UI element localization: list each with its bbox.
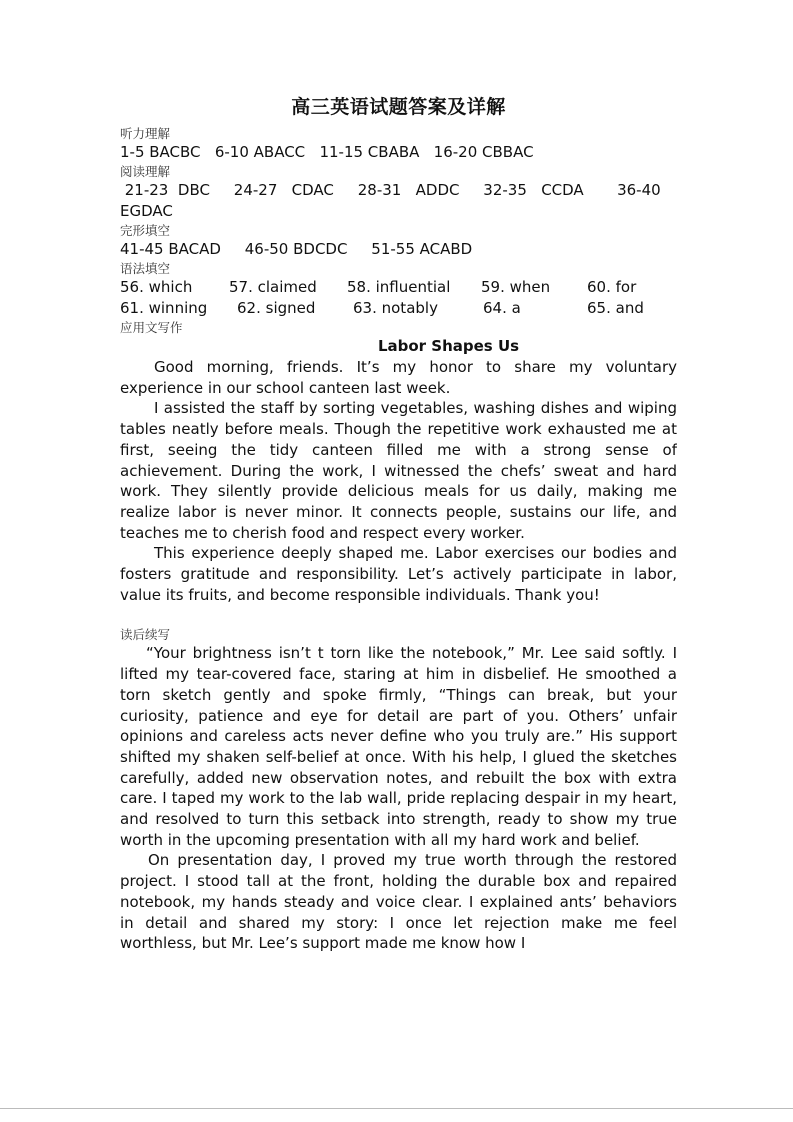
listening-answers: 1-5 BACBC 6-10 ABACC 11-15 CBABA 16-20 CBBAC (120, 143, 534, 161)
grammar-answer: 64. a (483, 299, 521, 317)
page-title: 高三英语试题答案及详解 (291, 96, 506, 118)
page-bottom-rule (0, 1108, 793, 1109)
grammar-answer: 61. winning (120, 299, 208, 317)
answer-document (120, 92, 677, 954)
grammar-answer: 56. which (120, 278, 193, 296)
grammar-answer: 62. signed (237, 299, 316, 317)
listening-label: 听力理解 (120, 126, 171, 141)
continuation-paragraph: On presentation day, I proved my true worth through the restored project. I stood tall at the front, holding the durable box and repaired notebook, my hands steady and voice clear. I explained ants’ behaviors in detail and shared my story: I once let rejection make me feel worthless, but Mr. Lee’s support made me know how I (120, 851, 677, 953)
reading-label: 阅读理解 (120, 164, 171, 179)
essay-paragraph: This experience deeply shaped me. Labor exercises our bodies and fosters gratitude and responsibility. Let’s actively participate in labor, value its fruits, and become responsible individuals. Thank you! (120, 544, 677, 604)
grammar-answer: 65. and (587, 299, 644, 317)
grammar-answer: 58. influential (347, 278, 451, 296)
reading-answers-line1: 21-23 DBC 24-27 CDAC 28-31 ADDC 32-35 CCDA 36-40 (120, 181, 661, 199)
continuation-label: 读后续写 (120, 627, 171, 643)
grammar-label: 语法填空 (120, 261, 171, 276)
essay-paragraph: Good morning, friends. It’s my honor to share my voluntary experience in our school canteen last week. (120, 358, 677, 397)
essay-paragraph: I assisted the staff by sorting vegetables, washing dishes and wiping tables neatly before meals. Though the repetitive work exhausted me at first, seeing the tidy canteen filled me with a strong sense of achievement. During the work, I witnessed the chefs’ sweat and hard work. They silently provide delicious meals for us daily, making me realize labor is never minor. It connects people, sustains our life, and teaches me to cherish food and respect every worker. (120, 399, 677, 542)
grammar-row-1 (120, 277, 677, 298)
grammar-answer: 60. for (587, 278, 637, 296)
grammar-row-2 (120, 298, 677, 319)
grammar-answer: 63. notably (353, 299, 438, 317)
cloze-label: 完形填空 (120, 223, 171, 238)
continuation-paragraph: “Your brightness isn’t t torn like the notebook,” Mr. Lee said softly. I lifted my tear-covered face, staring at him in disbelief. He smoothed a torn sketch gently and spoke firmly, “Things can break, but your curiosity, patience and eye for detail are part of you. Others’ unfair opinions and careless acts never define who you truly are.” His support shifted my shaken self-belief at once. With his help, I glued the sketches carefully, added new observation notes, and rebuilt the box with extra care. I taped my work to the lab wall, pride replacing despair in my heart, and resolved to turn this setback into strength, ready to show my true worth in the upcoming presentation with all my hard work and belief. (120, 644, 677, 849)
grammar-answer: 57. claimed (229, 278, 317, 296)
cloze-answers: 41-45 BACAD 46-50 BDCDC 51-55 ACABD (120, 240, 473, 258)
reading-answers-line2: EGDAC (120, 202, 173, 220)
essay-title: Labor Shapes Us (377, 337, 520, 355)
grammar-answer: 59. when (481, 278, 551, 296)
writing-label: 应用文写作 (120, 320, 183, 335)
